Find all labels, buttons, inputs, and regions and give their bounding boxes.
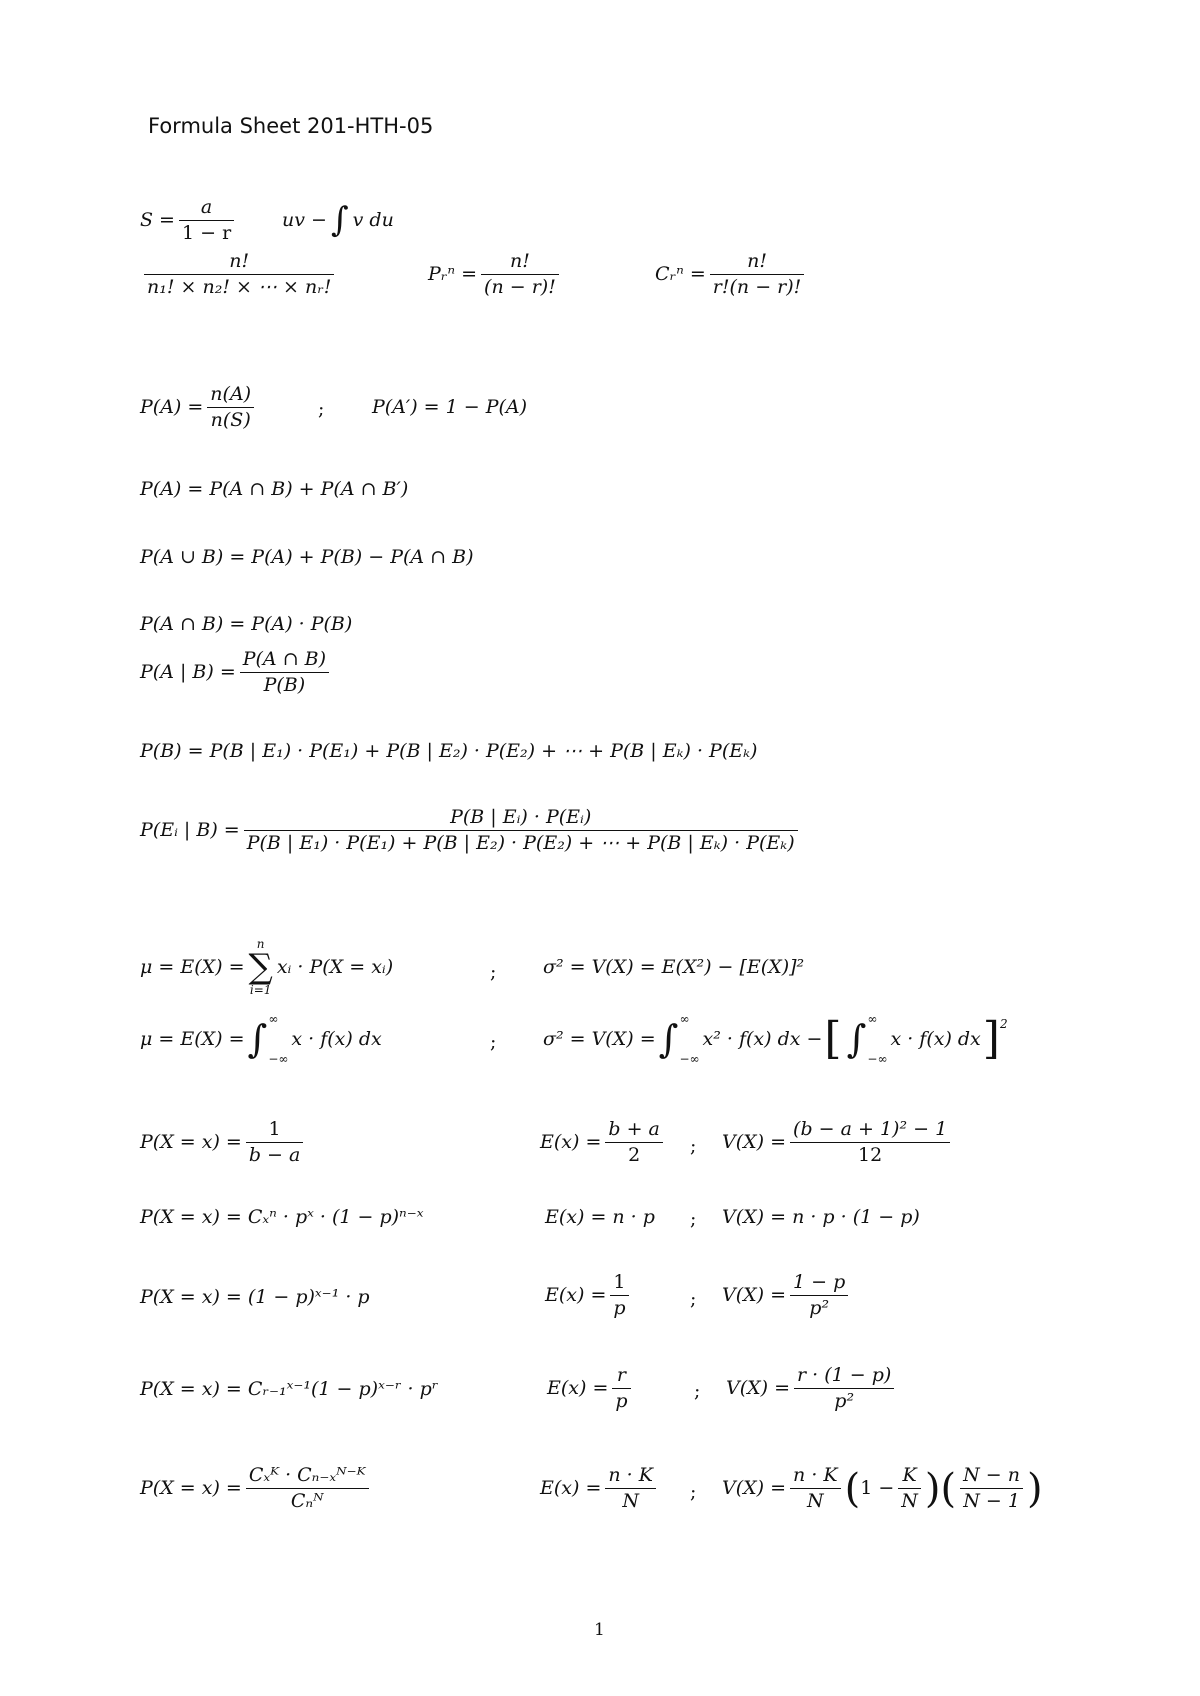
formula-text: uv −: [282, 208, 327, 231]
fraction: [605, 1120, 663, 1165]
integral-sign: ∫: [330, 200, 349, 240]
right-bracket: ]: [982, 1013, 1000, 1064]
integral: [659, 1013, 700, 1065]
numerator: K: [902, 1464, 917, 1486]
integral-upper-limit: ∞: [867, 1012, 878, 1026]
numerator: 1: [613, 1271, 626, 1293]
formula-text: P(A) =: [140, 396, 204, 418]
union-formula: P(A ∪ B) = P(A) + P(B) − P(A ∩ B): [140, 546, 474, 568]
fraction: [960, 1466, 1023, 1511]
integral-sign: ∫: [658, 1017, 679, 1061]
numerator: 1: [268, 1118, 281, 1140]
numerator: n(A): [210, 383, 252, 405]
denominator: N: [605, 1488, 656, 1511]
formula-text: xᵢ · P(X = xᵢ): [276, 955, 394, 978]
page-number: 1: [594, 1620, 605, 1640]
numerator: n!: [229, 250, 250, 272]
separator: ;: [690, 1135, 697, 1157]
numerator: n · K: [793, 1464, 838, 1486]
fraction: [898, 1466, 921, 1511]
fraction: [710, 252, 805, 297]
numerator: P(B | Eᵢ) · P(Eᵢ): [450, 806, 592, 828]
numerator: n · K: [608, 1464, 653, 1486]
denominator: (n − r)!: [481, 274, 559, 297]
formula-text: V(X) =: [722, 1131, 787, 1153]
separator: ;: [690, 1288, 697, 1310]
integral: [248, 1013, 289, 1065]
integral-lower-limit: −∞: [867, 1052, 888, 1066]
fraction: [790, 1120, 950, 1165]
formula-text: x² · f(x) dx −: [702, 1027, 823, 1050]
numerator: P(A ∩ B): [242, 648, 327, 670]
denominator: p²: [790, 1295, 848, 1318]
integral-upper-limit: ∞: [268, 1012, 279, 1026]
summation: [249, 938, 273, 996]
fraction: [605, 1466, 656, 1511]
denominator: N: [790, 1488, 841, 1511]
formula-text: E(x) =: [540, 1477, 602, 1499]
numerator: 1 − p: [793, 1271, 846, 1293]
numerator: (b − a + 1)² − 1: [793, 1118, 948, 1140]
separator: ;: [318, 398, 325, 420]
left-paren: (: [844, 1465, 861, 1512]
sum-upper-limit: n: [256, 937, 265, 951]
denominator: n(S): [207, 407, 254, 430]
combination-formula: [655, 252, 808, 297]
formula-text: v du: [352, 208, 394, 231]
complement-formula: P(A′) = 1 − P(A): [372, 396, 528, 418]
formula-text: P(X = x) =: [140, 1131, 242, 1153]
hypergeometric-pmf-formula: [140, 1466, 373, 1511]
formula-text: μ = E(X) =: [140, 1027, 245, 1050]
formula-text: V(X) =: [726, 1377, 791, 1399]
formula-text: E(x) =: [540, 1131, 602, 1153]
formula-text: P(Eᵢ | B) =: [140, 819, 240, 841]
negative-binomial-variance-formula: [726, 1366, 898, 1411]
geometric-series-formula: [140, 198, 238, 243]
denominator: p: [610, 1295, 628, 1318]
separator: ;: [690, 1481, 697, 1503]
fraction: [790, 1466, 841, 1511]
formula-text: x · f(x) dx: [890, 1027, 981, 1050]
binomial-pmf-formula: P(X = x) = Cₓⁿ · pˣ · (1 − p)ⁿ⁻ˣ: [140, 1206, 424, 1228]
formula-text: E(x) =: [547, 1377, 609, 1399]
formula-text: V(X) =: [722, 1284, 787, 1306]
permutation-formula: [428, 252, 563, 297]
sigma-sign: ∑: [248, 947, 273, 987]
fraction: [612, 1366, 630, 1411]
numerator: b + a: [608, 1118, 660, 1140]
numerator: Cₓᴷ · Cₙ₋ₓᴺ⁻ᴷ: [248, 1464, 366, 1486]
fraction: [144, 252, 334, 297]
right-paren: ): [924, 1465, 941, 1512]
integral-lower-limit: −∞: [679, 1052, 700, 1066]
binomial-variance-formula: V(X) = n · p · (1 − p): [722, 1206, 920, 1228]
fraction: [481, 252, 559, 297]
formula-text: S =: [140, 209, 175, 231]
sum-lower-limit: i=1: [249, 983, 272, 997]
hypergeometric-mean-formula: [540, 1466, 660, 1511]
fraction: [246, 1466, 369, 1511]
left-paren: (: [940, 1465, 957, 1512]
integral-lower-limit: −∞: [268, 1052, 289, 1066]
formula-text: 1 −: [860, 1477, 895, 1499]
denominator: P(B): [240, 672, 329, 695]
separator: ;: [490, 1031, 497, 1053]
fraction: [244, 808, 798, 853]
denominator: 1 − r: [179, 220, 234, 243]
discrete-variance-formula: σ² = V(X) = E(X²) − [E(X)]²: [543, 956, 805, 978]
integral-sign: ∫: [846, 1017, 867, 1061]
separator: ;: [490, 961, 497, 983]
integration-by-parts-formula: [282, 200, 394, 240]
integral-sign: ∫: [247, 1017, 268, 1061]
formula-text: E(x) =: [545, 1284, 607, 1306]
continuous-mean-formula: [140, 1013, 382, 1065]
hypergeometric-variance-formula: [722, 1466, 1043, 1511]
denominator: P(B | E₁) · P(E₁) + P(B | E₂) · P(E₂) + ⋯ + P(B | Eₖ) · P(Eₖ): [244, 830, 798, 853]
negative-binomial-pmf-formula: P(X = x) = Cᵣ₋₁ˣ⁻¹(1 − p)ˣ⁻ʳ · pʳ: [140, 1378, 439, 1400]
fraction: [246, 1120, 304, 1165]
multinomial-formula: [140, 252, 338, 297]
numerator: a: [200, 196, 213, 218]
conditional-probability-formula: [140, 650, 333, 695]
formula-text: Pᵣⁿ =: [428, 263, 478, 285]
denominator: N: [898, 1488, 921, 1511]
integral: [847, 1013, 888, 1065]
numerator: r · (1 − p): [797, 1364, 892, 1386]
formula-text: P(A | B) =: [140, 661, 236, 683]
numerator: r: [616, 1364, 626, 1386]
fraction: [790, 1273, 848, 1318]
denominator: Cₙᴺ: [246, 1488, 369, 1511]
denominator: p: [612, 1388, 630, 1411]
discrete-mean-formula: [140, 938, 393, 996]
separator: ;: [694, 1380, 701, 1402]
fraction: [179, 198, 234, 243]
numerator: N − n: [963, 1464, 1020, 1486]
uniform-mean-formula: [540, 1120, 667, 1165]
formula-text: σ² = V(X) =: [543, 1027, 656, 1050]
integral-upper-limit: ∞: [679, 1012, 690, 1026]
denominator: p²: [794, 1388, 894, 1411]
page-title: Formula Sheet 201-HTH-05: [148, 114, 434, 138]
numerator: n!: [747, 250, 767, 272]
denominator: n₁! × n₂! × ⋯ × nᵣ!: [144, 274, 334, 297]
left-bracket: [: [824, 1013, 842, 1064]
continuous-variance-formula: σ² = V(X) = ∫ ∞ −∞ x² · f(x) dx − [ ∫ ∞ −∞ x · f(x) dx ] 2: [543, 1012, 1008, 1066]
law-of-total-probability-formula: P(B) = P(B | E₁) · P(E₁) + P(B | E₂) · P(E₂) + ⋯ + P(B | Eₖ) · P(Eₖ): [140, 740, 758, 762]
bayes-theorem-formula: [140, 808, 802, 853]
geometric-variance-formula: [722, 1273, 852, 1318]
denominator: 2: [605, 1142, 663, 1165]
fraction: [610, 1273, 628, 1318]
uniform-pmf-formula: [140, 1120, 307, 1165]
formula-text: μ = E(X) =: [140, 955, 245, 978]
denominator: N − 1: [960, 1488, 1023, 1511]
formula-text: P(X = x) =: [140, 1477, 242, 1499]
fraction: [207, 385, 254, 430]
denominator: b − a: [246, 1142, 304, 1165]
classical-probability-formula: [140, 385, 258, 430]
separator: ;: [690, 1208, 697, 1230]
formula-text: V(X) =: [722, 1477, 787, 1499]
independence-formula: P(A ∩ B) = P(A) · P(B): [140, 613, 353, 635]
denominator: r!(n − r)!: [710, 274, 805, 297]
geometric-pmf-formula: P(X = x) = (1 − p)ˣ⁻¹ · p: [140, 1286, 370, 1308]
total-probability-ab-formula: P(A) = P(A ∩ B) + P(A ∩ B′): [140, 478, 409, 500]
denominator: 12: [790, 1142, 950, 1165]
negative-binomial-mean-formula: [547, 1366, 635, 1411]
geometric-mean-formula: [545, 1273, 633, 1318]
binomial-mean-formula: E(x) = n · p: [545, 1206, 655, 1228]
fraction: [240, 650, 329, 695]
right-paren: ): [1027, 1465, 1043, 1512]
uniform-variance-formula: [722, 1120, 954, 1165]
formula-text: x · f(x) dx: [291, 1027, 382, 1050]
fraction: [794, 1366, 894, 1411]
numerator: n!: [510, 250, 530, 272]
formula-text: Cᵣⁿ =: [655, 263, 706, 285]
